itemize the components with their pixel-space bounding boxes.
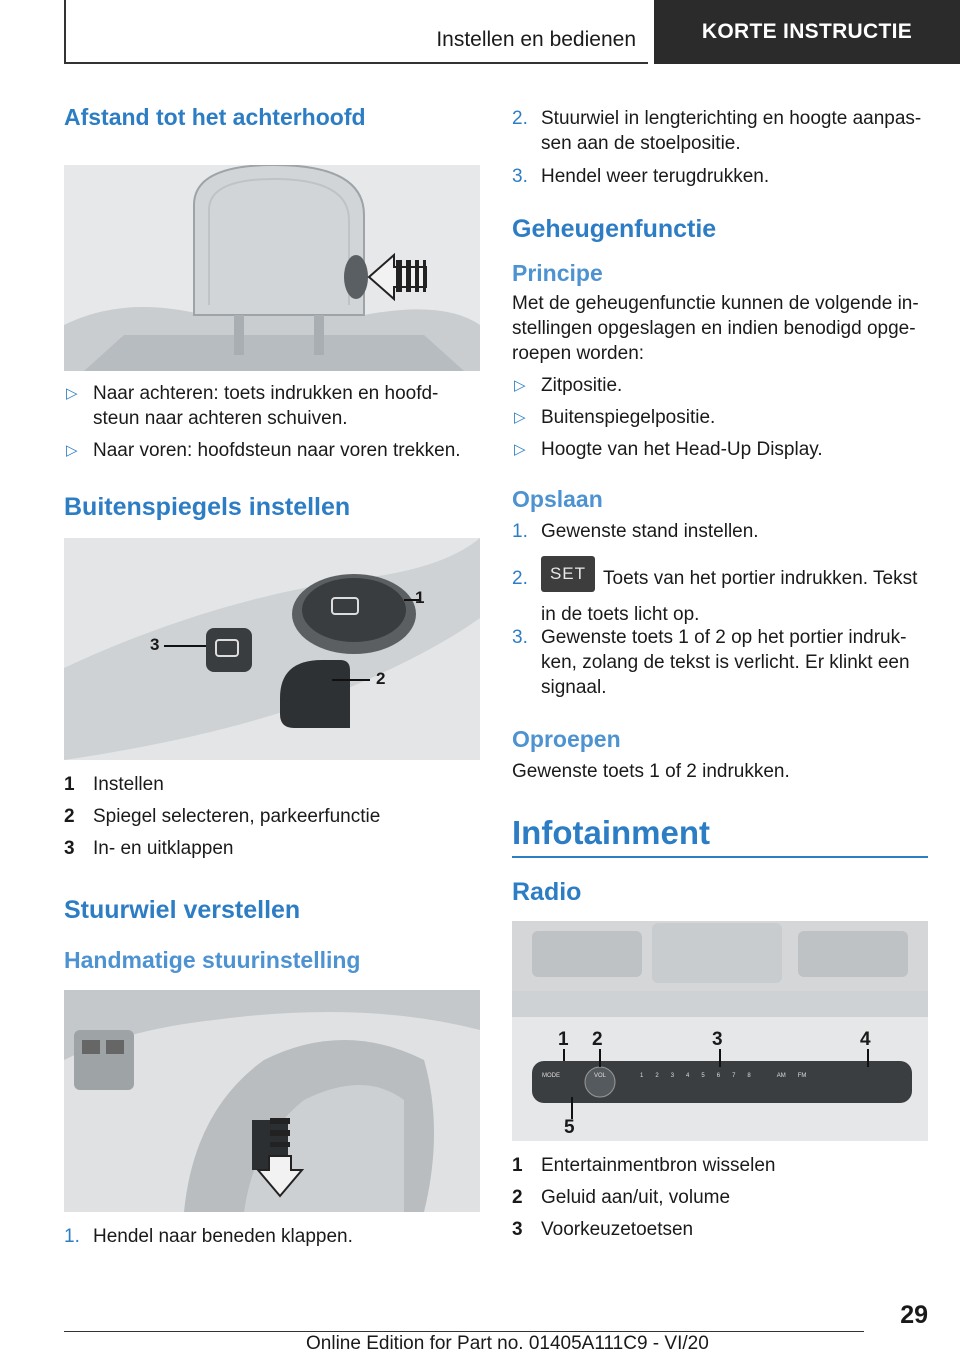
save-steps	[512, 519, 928, 700]
panel-label: 8	[747, 1073, 751, 1079]
panel-label: MODE	[542, 1073, 560, 1079]
legend-item	[64, 772, 480, 797]
footer-divider	[64, 1331, 864, 1332]
callout-label: 3	[150, 635, 160, 654]
legend-number: 2	[512, 1187, 523, 1208]
legend-item	[64, 804, 480, 829]
step-number: 1.	[64, 1226, 80, 1247]
headrest-heading: Afstand tot het achterhoofd	[64, 104, 366, 130]
legend-item	[512, 1185, 928, 1210]
bullet-text: Hoogte van het Head-Up Display.	[541, 439, 823, 460]
callout-label: 2	[376, 669, 386, 688]
step-number: 3.	[512, 627, 528, 648]
step-item	[512, 106, 928, 156]
legend-item	[64, 836, 480, 861]
step-number: 2.	[512, 568, 528, 589]
legend-number: 3	[64, 838, 75, 859]
recall-text: Gewenste toets 1 of 2 indrukken.	[512, 761, 790, 782]
panel-label: 3	[670, 1073, 675, 1079]
panel-label: 1	[640, 1073, 644, 1079]
triangle-bullet-icon: ▷	[514, 377, 526, 394]
step-text: Hendel naar beneden klappen.	[93, 1226, 353, 1247]
steering-heading: Stuurwiel verstellen	[64, 896, 301, 924]
callout-label: 2	[592, 1029, 603, 1050]
memory-heading: Geheugenfunctie	[512, 215, 717, 243]
header-frame	[64, 0, 648, 64]
steering-steps	[64, 1224, 480, 1249]
step-text: Toets van het portier indrukken. Tekst in de toets licht op.	[541, 568, 918, 625]
headrest-bullets	[64, 381, 480, 463]
mirror-controls-illustration	[64, 538, 480, 760]
infotainment-heading: Infotainment	[512, 814, 928, 858]
step-item	[512, 519, 928, 544]
step-item	[64, 1224, 480, 1249]
legend-text: Geluid aan/uit, volume	[541, 1187, 731, 1208]
step-item	[512, 556, 928, 625]
mirrors-heading: Buitenspiegels instellen	[64, 493, 351, 521]
step-text: Hendel weer terugdrukken.	[541, 166, 770, 187]
step-item	[512, 164, 928, 189]
callout-label: 5	[564, 1117, 575, 1138]
steering-subheading: Handmatige stuurinstelling	[64, 947, 361, 973]
step-number: 2.	[512, 108, 528, 129]
legend-item	[512, 1153, 928, 1178]
callout-label: 3	[712, 1029, 723, 1050]
panel-label: 6	[716, 1073, 721, 1079]
legend-text: Voorkeuzetoetsen	[541, 1219, 694, 1240]
radio-panel-illustration	[512, 921, 928, 1141]
panel-label: 7	[732, 1073, 736, 1079]
bullet-text: Naar voren: hoofdsteun naar voren trekken.	[93, 440, 461, 461]
steering-lever-illustration	[64, 990, 480, 1212]
radio-panel-labels	[542, 1073, 912, 1079]
list-item	[512, 437, 928, 462]
panel-label: 4	[686, 1073, 690, 1079]
step-text: Gewenste stand instellen.	[541, 521, 759, 542]
mirrors-legend	[64, 772, 480, 861]
legend-number: 3	[512, 1219, 523, 1240]
bullet-text: Buitenspiegelpositie.	[541, 407, 716, 428]
step-number: 3.	[512, 166, 528, 187]
legend-text: Spiegel selecteren, parkeerfunctie	[93, 806, 381, 827]
list-item	[512, 405, 928, 430]
set-button-icon: SET	[541, 556, 595, 592]
triangle-bullet-icon: ▷	[66, 385, 78, 402]
steering-steps-continued	[512, 106, 928, 189]
header-tab[interactable]: KORTE INSTRUCTIE	[654, 0, 960, 64]
step-text: Stuurwiel in lengterichting en hoogte aanpas-sen aan de stoelpositie.	[541, 108, 922, 154]
principle-text: Met de geheugenfunctie kunnen de volgende in-stellingen opgeslagen en indien benodigd opge-roepen worden:	[512, 293, 919, 364]
page-number: 29	[900, 1301, 928, 1329]
headrest-illustration	[64, 165, 480, 371]
legend-number: 1	[512, 1155, 523, 1176]
save-subheading: Opslaan	[512, 486, 603, 512]
panel-label: AM	[776, 1073, 786, 1079]
panel-label: FM	[797, 1073, 807, 1079]
legend-text: In- en uitklappen	[93, 838, 234, 859]
bullet-text: Zitpositie.	[541, 375, 623, 396]
list-item	[512, 373, 928, 398]
list-item	[64, 381, 480, 431]
step-text: Gewenste toets 1 of 2 op het portier indruk-ken, zolang de tekst is verlicht. Er klinkt een signaal.	[541, 627, 910, 698]
bullet-text: Naar achteren: toets indrukken en hoofd-steun naar achteren schuiven.	[93, 383, 439, 429]
step-item	[512, 625, 928, 700]
right-column	[512, 106, 928, 1242]
radio-legend	[512, 1153, 928, 1242]
legend-number: 1	[64, 774, 75, 795]
callout-label: 4	[860, 1029, 871, 1050]
list-item	[64, 438, 480, 463]
panel-label: VOL	[594, 1073, 607, 1079]
step-number: 1.	[512, 521, 528, 542]
radio-heading: Radio	[512, 878, 582, 906]
legend-text: Instellen	[93, 774, 164, 795]
legend-number: 2	[64, 806, 75, 827]
memory-bullets	[512, 373, 928, 462]
panel-label: 5	[701, 1073, 705, 1079]
left-column	[64, 98, 480, 1249]
callout-label: 1	[415, 588, 425, 607]
triangle-bullet-icon: ▷	[66, 442, 78, 459]
legend-item	[512, 1217, 928, 1242]
footer-edition: Online Edition for Part no. 01405A111C9 - VI/20	[306, 1333, 709, 1354]
triangle-bullet-icon: ▷	[514, 441, 526, 458]
principle-subheading: Principe	[512, 260, 603, 286]
legend-text: Entertainmentbron wisselen	[541, 1155, 776, 1176]
triangle-bullet-icon: ▷	[514, 409, 526, 426]
header-section-title: Instellen en bedienen	[436, 28, 636, 51]
callout-label: 1	[558, 1029, 569, 1050]
panel-label: 2	[655, 1073, 659, 1079]
recall-subheading: Oproepen	[512, 726, 621, 752]
